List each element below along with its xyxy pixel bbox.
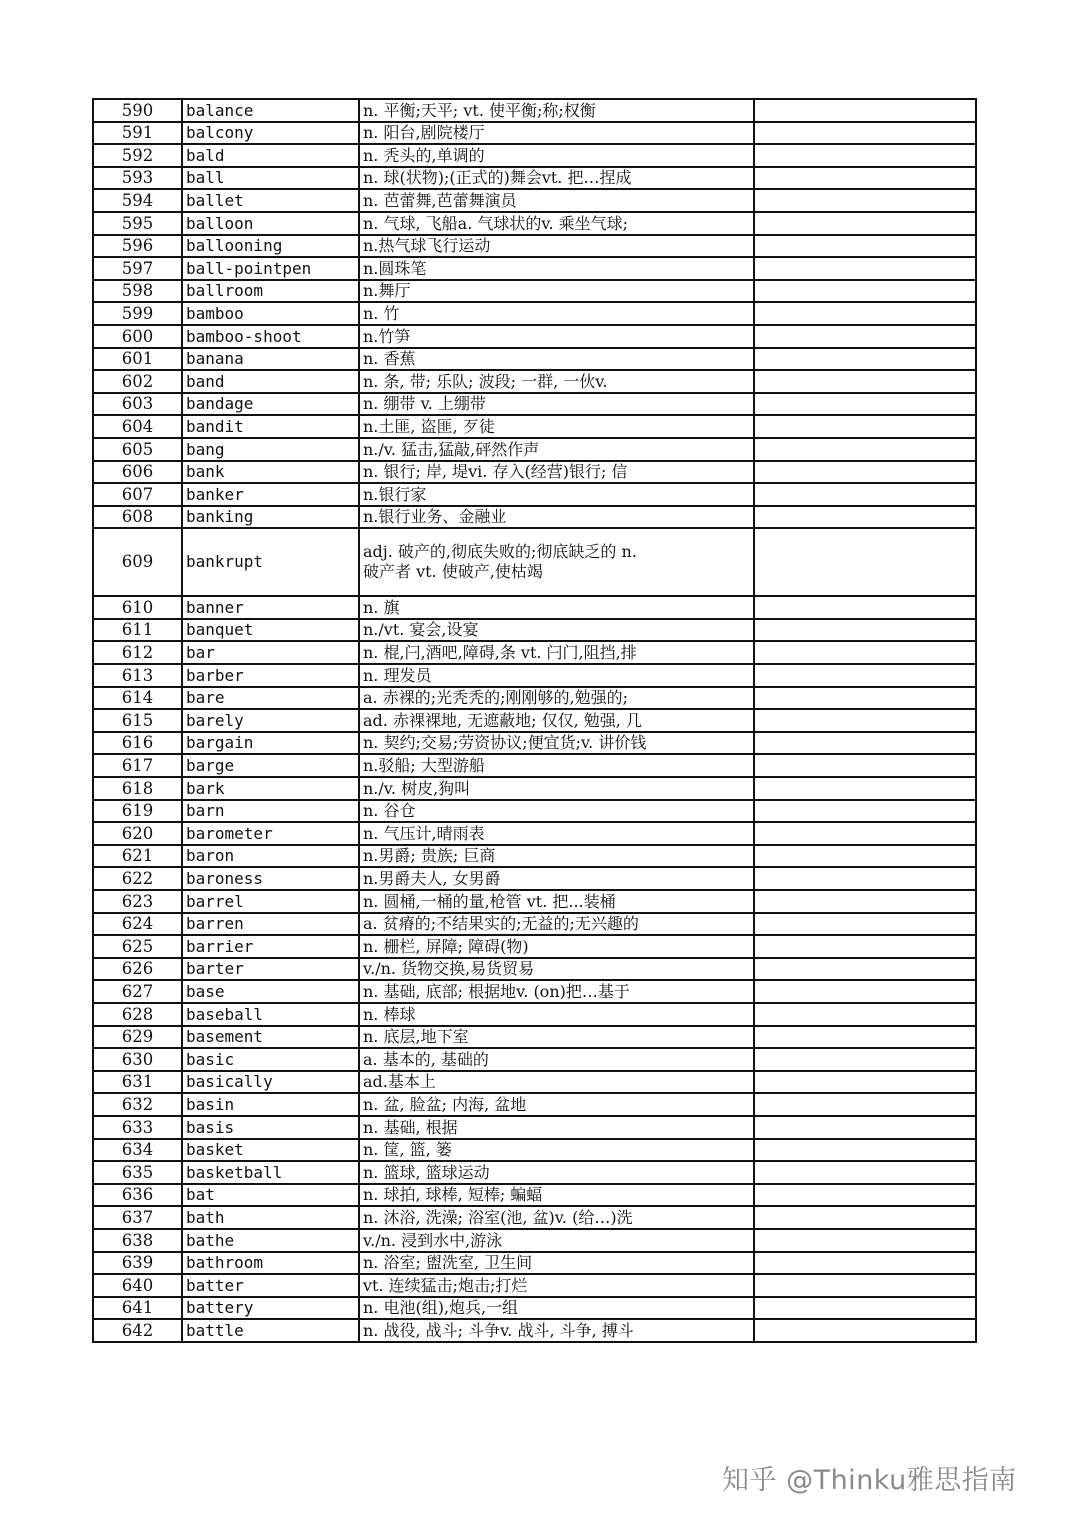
definition-cell: ad. 赤裸裸地, 无遮蔽地; 仅仅, 勉强, 几 — [359, 709, 754, 732]
word-cell: ballroom — [182, 280, 359, 303]
table-row — [93, 99, 976, 122]
definition-cell: v./n. 货物交换,易货贸易 — [359, 958, 754, 981]
word-cell: band — [182, 370, 359, 393]
table-row — [93, 122, 976, 145]
definition-cell: n. 条, 带; 乐队; 波段; 一群, 一伙v. — [359, 370, 754, 393]
word-cell: banker — [182, 483, 359, 506]
table-row — [93, 280, 976, 303]
row-number-cell: 641 — [93, 1297, 182, 1320]
vocabulary-table — [92, 98, 977, 1343]
definition-cell: n. 旗 — [359, 596, 754, 619]
blank-cell — [754, 506, 976, 529]
definition-cell: n.土匪, 盗匪, 歹徒 — [359, 415, 754, 438]
row-number-cell: 614 — [93, 687, 182, 710]
row-number-cell: 639 — [93, 1252, 182, 1275]
word-cell: barrel — [182, 890, 359, 913]
row-number-cell: 635 — [93, 1161, 182, 1184]
blank-cell — [754, 438, 976, 461]
table-row — [93, 1206, 976, 1229]
definition-cell: n.男爵; 贵族; 巨商 — [359, 845, 754, 868]
definition-cell: n. 盆, 脸盆; 内海, 盆地 — [359, 1093, 754, 1116]
blank-cell — [754, 461, 976, 484]
word-cell: bark — [182, 777, 359, 800]
blank-cell — [754, 483, 976, 506]
row-number-cell: 590 — [93, 99, 182, 122]
row-number-cell: 602 — [93, 370, 182, 393]
word-cell: bandit — [182, 415, 359, 438]
definition-cell: n. 竹 — [359, 302, 754, 325]
table-row — [93, 438, 976, 461]
row-number-cell: 597 — [93, 257, 182, 280]
word-cell: bank — [182, 461, 359, 484]
table-row — [93, 302, 976, 325]
word-cell: barely — [182, 709, 359, 732]
word-cell: barometer — [182, 822, 359, 845]
definition-cell: n./v. 猛击,猛敲,砰然作声 — [359, 438, 754, 461]
blank-cell — [754, 913, 976, 936]
row-number-cell: 594 — [93, 189, 182, 212]
row-number-cell: 609 — [93, 528, 182, 596]
table-row — [93, 732, 976, 755]
blank-cell — [754, 687, 976, 710]
row-number-cell: 622 — [93, 867, 182, 890]
blank-cell — [754, 1252, 976, 1275]
word-cell: barter — [182, 958, 359, 981]
blank-cell — [754, 1026, 976, 1049]
table-row — [93, 754, 976, 777]
word-cell: barn — [182, 800, 359, 823]
table-row — [93, 1161, 976, 1184]
word-cell: bathe — [182, 1229, 359, 1252]
blank-cell — [754, 1161, 976, 1184]
table-row — [93, 1184, 976, 1207]
blank-cell — [754, 1319, 976, 1342]
word-cell: barge — [182, 754, 359, 777]
definition-cell: n. 理发员 — [359, 664, 754, 687]
row-number-cell: 593 — [93, 167, 182, 190]
blank-cell — [754, 167, 976, 190]
row-number-cell: 608 — [93, 506, 182, 529]
word-cell: baron — [182, 845, 359, 868]
table-row — [93, 664, 976, 687]
row-number-cell: 606 — [93, 461, 182, 484]
definition-cell: n./vt. 宴会,设宴 — [359, 619, 754, 642]
blank-cell — [754, 415, 976, 438]
row-number-cell: 626 — [93, 958, 182, 981]
table-row — [93, 144, 976, 167]
blank-cell — [754, 393, 976, 416]
definition-cell: n./v. 树皮,狗叫 — [359, 777, 754, 800]
definition-cell: n. 银行; 岸, 堤vi. 存入(经营)银行; 信 — [359, 461, 754, 484]
word-cell: banking — [182, 506, 359, 529]
word-cell: bandage — [182, 393, 359, 416]
definition-cell: ad.基本上 — [359, 1071, 754, 1094]
word-cell: basin — [182, 1093, 359, 1116]
blank-cell — [754, 280, 976, 303]
word-cell: bar — [182, 641, 359, 664]
definition-cell: n. 契约;交易;劳资协议;便宜货;v. 讲价钱 — [359, 732, 754, 755]
row-number-cell: 631 — [93, 1071, 182, 1094]
word-cell: baseball — [182, 1003, 359, 1026]
word-cell: basketball — [182, 1161, 359, 1184]
blank-cell — [754, 641, 976, 664]
definition-cell: n. 香蕉 — [359, 348, 754, 371]
word-cell: barber — [182, 664, 359, 687]
table-row — [93, 913, 976, 936]
word-cell: bang — [182, 438, 359, 461]
definition-cell: adj. 破产的,彻底失败的;彻底缺乏的 n. 破产者 vt. 使破产,使枯竭 — [359, 528, 754, 596]
row-number-cell: 630 — [93, 1048, 182, 1071]
row-number-cell: 638 — [93, 1229, 182, 1252]
blank-cell — [754, 1297, 976, 1320]
definition-cell: n. 棍,闩,酒吧,障碍,条 vt. 闩门,阻挡,排 — [359, 641, 754, 664]
blank-cell — [754, 1139, 976, 1162]
word-cell: banana — [182, 348, 359, 371]
table-row — [93, 348, 976, 371]
table-row — [93, 528, 976, 596]
word-cell: balcony — [182, 122, 359, 145]
blank-cell — [754, 325, 976, 348]
blank-cell — [754, 596, 976, 619]
word-cell: balance — [182, 99, 359, 122]
table-row — [93, 1003, 976, 1026]
row-number-cell: 598 — [93, 280, 182, 303]
word-cell: bat — [182, 1184, 359, 1207]
definition-cell: vt. 连续猛击;炮击;打烂 — [359, 1274, 754, 1297]
definition-cell: a. 赤裸的;光秃秃的;刚刚够的,勉强的; — [359, 687, 754, 710]
word-cell: ballet — [182, 189, 359, 212]
row-number-cell: 596 — [93, 235, 182, 258]
table-row — [93, 867, 976, 890]
definition-cell: a. 基本的, 基础的 — [359, 1048, 754, 1071]
table-row — [93, 167, 976, 190]
row-number-cell: 591 — [93, 122, 182, 145]
word-cell: basically — [182, 1071, 359, 1094]
word-cell: base — [182, 980, 359, 1003]
row-number-cell: 642 — [93, 1319, 182, 1342]
table-row — [93, 257, 976, 280]
blank-cell — [754, 709, 976, 732]
word-cell: ball — [182, 167, 359, 190]
table-row — [93, 890, 976, 913]
definition-cell: n. 浴室; 盥洗室, 卫生间 — [359, 1252, 754, 1275]
table-row — [93, 800, 976, 823]
definition-cell: n. 气压计,晴雨表 — [359, 822, 754, 845]
row-number-cell: 610 — [93, 596, 182, 619]
table-row — [93, 461, 976, 484]
blank-cell — [754, 1274, 976, 1297]
word-cell: battery — [182, 1297, 359, 1320]
table-row — [93, 1297, 976, 1320]
watermark: 知乎 @Thinku雅思指南 — [722, 1465, 1017, 1496]
row-number-cell: 636 — [93, 1184, 182, 1207]
definition-cell: n. 篮球, 篮球运动 — [359, 1161, 754, 1184]
row-number-cell: 603 — [93, 393, 182, 416]
blank-cell — [754, 189, 976, 212]
blank-cell — [754, 800, 976, 823]
blank-cell — [754, 732, 976, 755]
definition-cell: n. 球(状物);(正式的)舞会vt. 把…捏成 — [359, 167, 754, 190]
table-row — [93, 393, 976, 416]
table-row — [93, 483, 976, 506]
table-row — [93, 935, 976, 958]
blank-cell — [754, 212, 976, 235]
row-number-cell: 599 — [93, 302, 182, 325]
blank-cell — [754, 348, 976, 371]
definition-cell: n.驳船; 大型游船 — [359, 754, 754, 777]
definition-cell: a. 贫瘠的;不结果实的;无益的;无兴趣的 — [359, 913, 754, 936]
word-cell: baroness — [182, 867, 359, 890]
blank-cell — [754, 99, 976, 122]
word-cell: balloon — [182, 212, 359, 235]
blank-cell — [754, 302, 976, 325]
definition-cell: n. 秃头的,单调的 — [359, 144, 754, 167]
table-row — [93, 641, 976, 664]
table-row — [93, 709, 976, 732]
table-row — [93, 415, 976, 438]
word-cell: banquet — [182, 619, 359, 642]
definition-cell: n.圆珠笔 — [359, 257, 754, 280]
row-number-cell: 618 — [93, 777, 182, 800]
row-number-cell: 624 — [93, 913, 182, 936]
table-row — [93, 235, 976, 258]
definition-cell: n. 平衡;天平; vt. 使平衡;称;权衡 — [359, 99, 754, 122]
definition-cell: n.银行家 — [359, 483, 754, 506]
table-row — [93, 1093, 976, 1116]
word-cell: bamboo-shoot — [182, 325, 359, 348]
row-number-cell: 617 — [93, 754, 182, 777]
word-cell: ballooning — [182, 235, 359, 258]
definition-cell: n. 气球, 飞船a. 气球状的v. 乘坐气球; — [359, 212, 754, 235]
blank-cell — [754, 1093, 976, 1116]
blank-cell — [754, 980, 976, 1003]
definition-cell: n.男爵夫人, 女男爵 — [359, 867, 754, 890]
blank-cell — [754, 867, 976, 890]
blank-cell — [754, 754, 976, 777]
blank-cell — [754, 257, 976, 280]
word-cell: battle — [182, 1319, 359, 1342]
blank-cell — [754, 528, 976, 596]
word-cell: barren — [182, 913, 359, 936]
definition-cell: n. 棒球 — [359, 1003, 754, 1026]
blank-cell — [754, 845, 976, 868]
row-number-cell: 640 — [93, 1274, 182, 1297]
table-row — [93, 596, 976, 619]
row-number-cell: 633 — [93, 1116, 182, 1139]
definition-cell: n.竹笋 — [359, 325, 754, 348]
word-cell: banner — [182, 596, 359, 619]
table-row — [93, 687, 976, 710]
table-row — [93, 1319, 976, 1342]
table-row — [93, 1048, 976, 1071]
row-number-cell: 623 — [93, 890, 182, 913]
row-number-cell: 619 — [93, 800, 182, 823]
row-number-cell: 628 — [93, 1003, 182, 1026]
row-number-cell: 595 — [93, 212, 182, 235]
row-number-cell: 634 — [93, 1139, 182, 1162]
word-cell: bare — [182, 687, 359, 710]
blank-cell — [754, 122, 976, 145]
definition-cell: n. 沐浴, 洗澡; 浴室(池, 盆)v. (给…)洗 — [359, 1206, 754, 1229]
blank-cell — [754, 777, 976, 800]
row-number-cell: 615 — [93, 709, 182, 732]
row-number-cell: 637 — [93, 1206, 182, 1229]
word-cell: bankrupt — [182, 528, 359, 596]
blank-cell — [754, 1206, 976, 1229]
row-number-cell: 621 — [93, 845, 182, 868]
definition-cell: n. 阳台,剧院楼厅 — [359, 122, 754, 145]
definition-cell: n. 基础, 根据 — [359, 1116, 754, 1139]
definition-cell: n. 谷仓 — [359, 800, 754, 823]
definition-cell: n. 栅栏, 屏障; 障碍(物) — [359, 935, 754, 958]
row-number-cell: 607 — [93, 483, 182, 506]
word-cell: bargain — [182, 732, 359, 755]
definition-cell: n. 芭蕾舞,芭蕾舞演员 — [359, 189, 754, 212]
word-cell: ball-pointpen — [182, 257, 359, 280]
table-row — [93, 1116, 976, 1139]
blank-cell — [754, 235, 976, 258]
word-cell: barrier — [182, 935, 359, 958]
definition-cell: n.热气球飞行运动 — [359, 235, 754, 258]
definition-cell: n. 球拍, 球棒, 短棒; 蝙蝠 — [359, 1184, 754, 1207]
row-number-cell: 629 — [93, 1026, 182, 1049]
table-row — [93, 958, 976, 981]
definition-cell: n. 战役, 战斗; 斗争v. 战斗, 斗争, 搏斗 — [359, 1319, 754, 1342]
table-row — [93, 619, 976, 642]
blank-cell — [754, 890, 976, 913]
row-number-cell: 625 — [93, 935, 182, 958]
table-row — [93, 845, 976, 868]
row-number-cell: 632 — [93, 1093, 182, 1116]
blank-cell — [754, 144, 976, 167]
table-row — [93, 370, 976, 393]
table-row — [93, 822, 976, 845]
row-number-cell: 620 — [93, 822, 182, 845]
row-number-cell: 604 — [93, 415, 182, 438]
word-cell: batter — [182, 1274, 359, 1297]
row-number-cell: 601 — [93, 348, 182, 371]
definition-cell: n.银行业务、金融业 — [359, 506, 754, 529]
row-number-cell: 611 — [93, 619, 182, 642]
table-row — [93, 189, 976, 212]
blank-cell — [754, 1003, 976, 1026]
table-row — [93, 506, 976, 529]
definition-cell: v./n. 浸到水中,游泳 — [359, 1229, 754, 1252]
definition-cell: n. 电池(组),炮兵,一组 — [359, 1297, 754, 1320]
row-number-cell: 616 — [93, 732, 182, 755]
blank-cell — [754, 958, 976, 981]
table-row — [93, 980, 976, 1003]
table-row — [93, 1139, 976, 1162]
word-cell: basis — [182, 1116, 359, 1139]
blank-cell — [754, 1184, 976, 1207]
blank-cell — [754, 1071, 976, 1094]
definition-cell: n. 圆桶,一桶的量,枪管 vt. 把...装桶 — [359, 890, 754, 913]
row-number-cell: 605 — [93, 438, 182, 461]
word-cell: basement — [182, 1026, 359, 1049]
row-number-cell: 592 — [93, 144, 182, 167]
table-row — [93, 1026, 976, 1049]
blank-cell — [754, 822, 976, 845]
table-row — [93, 1071, 976, 1094]
blank-cell — [754, 1048, 976, 1071]
definition-cell: n. 绷带 v. 上绷带 — [359, 393, 754, 416]
table-row — [93, 325, 976, 348]
blank-cell — [754, 664, 976, 687]
table-row — [93, 777, 976, 800]
table-row — [93, 1229, 976, 1252]
row-number-cell: 613 — [93, 664, 182, 687]
word-cell: bald — [182, 144, 359, 167]
table-row — [93, 1252, 976, 1275]
word-cell: bathroom — [182, 1252, 359, 1275]
row-number-cell: 627 — [93, 980, 182, 1003]
table-row — [93, 212, 976, 235]
word-cell: basket — [182, 1139, 359, 1162]
table-row — [93, 1274, 976, 1297]
vocabulary-table-body — [93, 99, 976, 1342]
definition-cell: n. 筐, 篮, 篓 — [359, 1139, 754, 1162]
word-cell: bamboo — [182, 302, 359, 325]
blank-cell — [754, 1229, 976, 1252]
definition-cell: n. 底层,地下室 — [359, 1026, 754, 1049]
blank-cell — [754, 935, 976, 958]
blank-cell — [754, 370, 976, 393]
word-cell: basic — [182, 1048, 359, 1071]
row-number-cell: 600 — [93, 325, 182, 348]
blank-cell — [754, 619, 976, 642]
word-cell: bath — [182, 1206, 359, 1229]
blank-cell — [754, 1116, 976, 1139]
definition-cell: n.舞厅 — [359, 280, 754, 303]
row-number-cell: 612 — [93, 641, 182, 664]
definition-cell: n. 基础, 底部; 根据地v. (on)把…基于 — [359, 980, 754, 1003]
